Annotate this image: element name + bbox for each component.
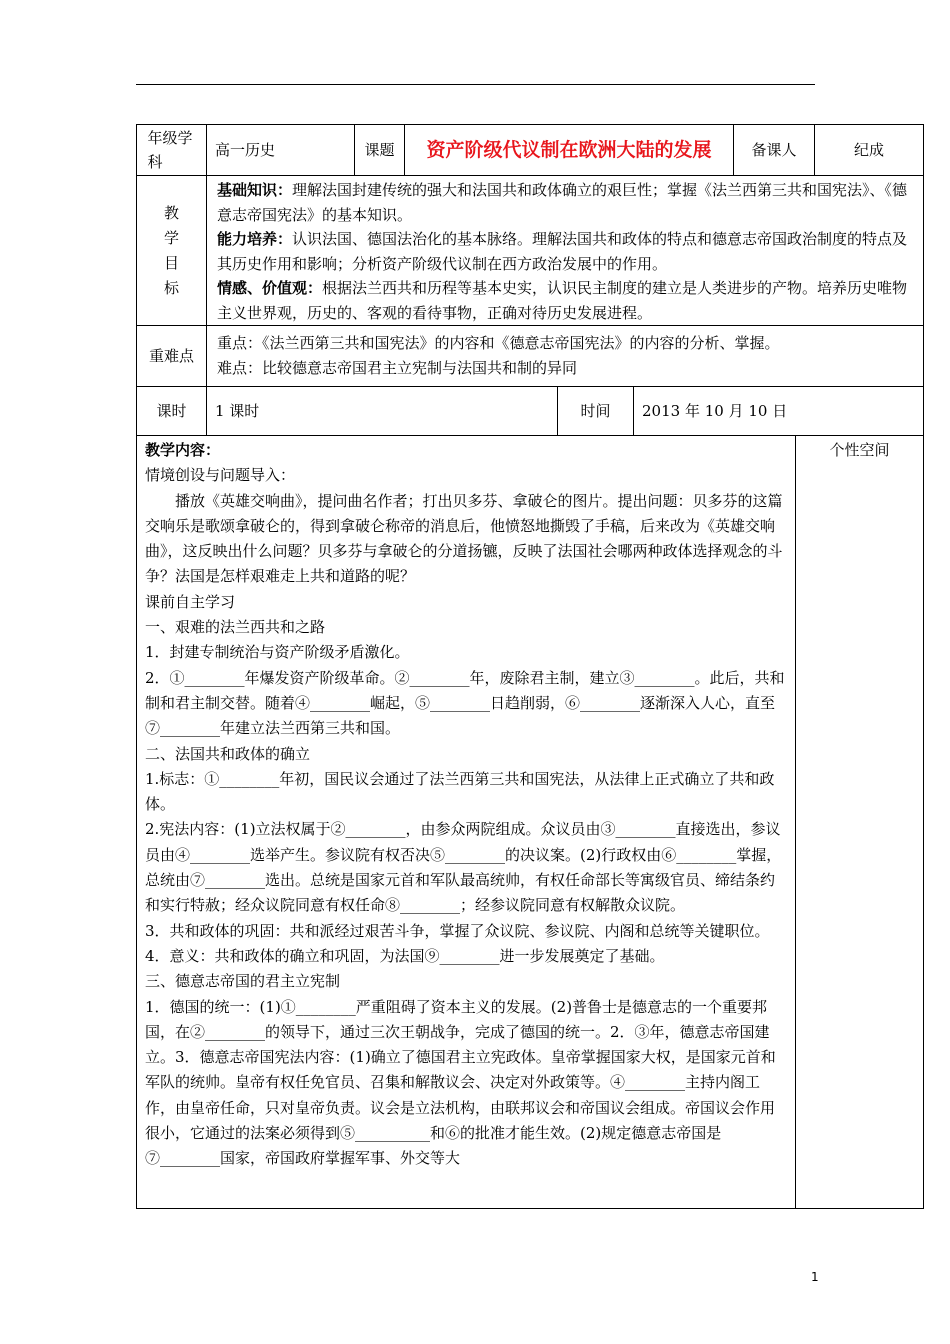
section3-item1: 1．德国的统一：(1)①________严重阻碍了资本主义的发展。(2)普鲁士是德意志的一个重要邦国，在②________的领导下，通过三次王朝战争，完成了德国的统一。2．③年，德意志帝国建立。3．德意志帝国宪法内容：(1)确立了德国君主立宪政体。皇帝掌握国家大权，是国家元首和军队的统帅。皇帝有权任免官员、召集和解散议会、决定对外政策等。④________主持内阁工作，由皇帝任命，只对皇帝负责。议会是立法机构，由联邦议会和帝国议会组成。帝国议会作用很小，它通过的法案必须得到⑤__________和⑥的批准才能生效。(2)规定德意志帝国是⑦________国家，帝国政府掌握军事、外交等大 [145,997,776,1168]
emotion-label: 情感、价值观： [217,279,323,297]
hours-label: 课时 [156,402,187,420]
emotion-text: 根据法兰西共和历程等基本史实，认识民主制度的建立是人类进步的产物。培养历史唯物主义世界观，历史的、客观的看待事物，正确对待历史发展进程。 [217,279,908,322]
preview-heading: 课前自主学习 [145,592,236,611]
objective-emotion [217,276,917,325]
page-number: 1 [811,1270,819,1284]
lesson-title: 资产阶级代议制在欧洲大陆的发展 [426,138,712,161]
knowledge-text: 理解法国封建传统的强大和法国共和政体确立的艰巨性；掌握《法兰西第三共和国宪法》、《德意志帝国宪法》的基本知识。 [217,181,908,224]
content-heading: 教学内容： [145,441,221,459]
preparer-label-cell [733,124,815,176]
time-value: 2013 年 10 月 10 日 [642,402,788,420]
hours-label-cell [136,386,207,436]
intro-text: 播放《英雄交响曲》，提问曲名作者；打出贝多芬、拿破仑的图片。提出问题：贝多芬的这篇交响乐是歌颂拿破仑的，得到拿破仑称帝的消息后，他愤怒地撕毁了手稿，后来改为《英雄交响曲》，这反映出什么问题？贝多芬与拿破仑的分道扬镳，反映了法国社会哪两种政体选择观念的斗争？法国是怎样艰难走上共和道路的呢？ [145,491,783,586]
topic-label-cell [354,124,405,176]
section2-heading: 二、法国共和政体的确立 [145,744,311,763]
grade-value: 高一历史 [215,141,276,159]
grade-label-cell [136,124,207,176]
objective-knowledge [217,178,917,227]
grade-value-cell [206,124,355,176]
objectives-content-cell [206,175,924,326]
hours-value-cell [206,386,558,436]
time-value-cell [633,386,924,436]
preparer-value: 纪成 [853,141,884,159]
topic-value-cell [404,124,734,176]
ability-text: 认识法国、德国法治化的基本脉络。理解法国共和政体的特点和德意志帝国政治制度的特点及其历史作用和影响；分析资产阶级代议制在西方政治发展中的作用。 [217,230,908,273]
ability-label: 能力培养： [217,230,293,248]
preparer-value-cell [814,124,924,176]
grade-label: 年级学科 [147,129,193,171]
header-rule [136,84,815,85]
keypoints-label: 重难点 [148,347,194,365]
hours-value: 1 课时 [215,402,260,420]
section1-heading: 一、艰难的法兰西共和之路 [145,618,326,637]
keypoints-label-cell [136,325,207,387]
intro-heading: 情境创设与问题导入： [145,466,296,485]
objective-ability [217,227,917,276]
section2-item1: 1.标志：①________年初，国民议会通过了法兰西第三共和国宪法，从法律上正式确立了共和政体。 [145,769,775,814]
section3-heading: 三、德意志帝国的君主立宪制 [145,972,341,991]
objectives-label-cell [136,175,207,326]
section2-item3: 3．共和政体的巩固：共和派经过艰苦斗争，掌握了众议院、参议院、内阁和总统等关键职位。 [145,921,770,940]
difficult-point: 难点：比较德意志帝国君主立宪制与法国共和制的异同 [217,359,578,377]
time-label: 时间 [580,402,611,420]
topic-label: 课题 [364,141,395,159]
knowledge-label: 基础知识： [217,181,293,199]
section1-item1: 1．封建专制统治与资产阶级矛盾激化。 [145,643,410,662]
section1-item2: 2．①________年爆发资产阶级革命。②________年，废除君主制，建立③________。此后，共和制和君主制交替。随着④________崛起，⑤________日趋削弱，⑥________逐渐深入人心，直至⑦________年建立法兰西第三共和国。 [145,668,785,738]
preparer-label: 备课人 [751,141,797,159]
time-label-cell [557,386,634,436]
personal-space-label: 个性空间 [829,441,890,459]
section2-item4: 4．意义：共和政体的确立和巩固，为法国⑨________进一步发展奠定了基础。 [145,946,665,965]
objectives-label: 教学目标 [163,203,179,297]
personal-space-cell [795,435,924,1209]
content-cell [136,435,796,1209]
section2-item2: 2.宪法内容：(1)立法权属于②________，由参众两院组成。众议员由③________直接选出，参议员由④________选举产生。参议院有权否决⑤________的决议案。(2)行政权由⑥________掌握，总统由⑦________选出。总统是国家元首和军队最高统帅，有权任命部长等寓级官员、缔结条约和实行特赦；经众议院同意有权任命⑧________；经参议院同意有权解散众议院。 [145,820,782,915]
keypoints-content-cell [206,325,924,387]
key-point: 重点：《法兰西第三共和国宪法》的内容和《德意志帝国宪法》的内容的分析、掌握。 [217,334,780,352]
